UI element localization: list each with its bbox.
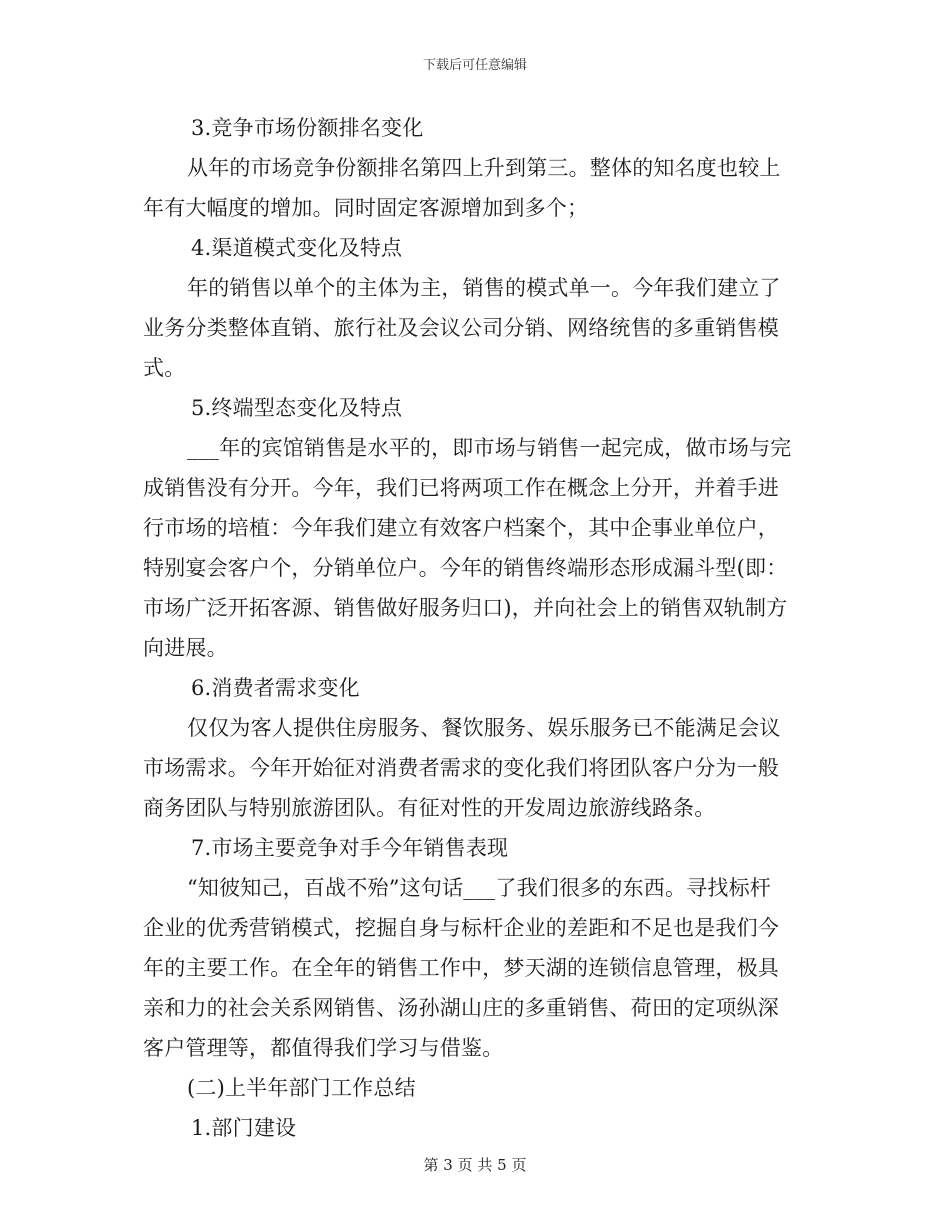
section-heading: 3.竞争市场份额排名变化	[191, 116, 424, 140]
paragraph-line: 业务分类整体直销、旅行社及会议公司分销、网络统售的多重销售模	[143, 316, 779, 340]
paragraph-line: 年的销售以单个的主体为主，销售的模式单一。今年我们建立了	[187, 276, 781, 300]
paragraph-line: 仅仅为客人提供住房服务、餐饮服务、娱乐服务已不能满足会议	[187, 716, 781, 740]
paragraph-line: 从年的市场竞争份额排名第四上升到第三。整体的知名度也较上	[187, 156, 781, 180]
paragraph-line: 向进展。	[143, 636, 228, 660]
section-heading: 7.市场主要竞争对手今年销售表现	[191, 836, 509, 860]
section-heading: 6.消费者需求变化	[191, 676, 360, 700]
page-header: 下载后可任意编辑	[422, 58, 527, 73]
paragraph-line: 年的主要工作。在全年的销售工作中，梦天湖的连锁信息管理，极具	[143, 956, 779, 980]
section-heading: 4.渠道模式变化及特点	[191, 236, 403, 260]
paragraph-line: 年有大幅度的增加。同时固定客源增加到多个；	[143, 196, 589, 220]
paragraph-line: 企业的优秀营销模式，挖掘自身与标杆企业的差距和不足也是我们今	[143, 916, 779, 940]
section-heading: 1.部门建设	[191, 1116, 297, 1140]
paragraph-line: 成销售没有分开。今年，我们已将两项工作在概念上分开，并着手进	[143, 476, 779, 500]
paragraph-line: 客户管理等，都值得我们学习与借鉴。	[143, 1036, 504, 1060]
page-footer: 第 3 页 共 5 页	[423, 1156, 527, 1174]
paragraph-line: ___年的宾馆销售是水平的，即市场与销售一起完成，做市场与完	[187, 436, 792, 460]
paragraph-line: 特别宴会客户个，分销单位户。今年的销售终端形态形成漏斗型(即：	[143, 556, 788, 580]
paragraph-line: (二)上半年部门工作总结	[187, 1076, 416, 1100]
document-body	[143, 108, 808, 1148]
paragraph-line: “知彼知己，百战不殆”这句话___了我们很多的东西。寻找标杆	[187, 876, 771, 900]
paragraph-line: 式。	[143, 356, 186, 380]
paragraph-line: 亲和力的社会关系网销售、汤孙湖山庄的多重销售、荷田的定项纵深	[143, 996, 779, 1020]
paragraph-line: 市场需求。今年开始征对消费者需求的变化我们将团队客户分为一般	[143, 756, 779, 780]
paragraph-line: 商务团队与特别旅游团队。有征对性的开发周边旅游线路条。	[143, 796, 716, 820]
paragraph-line: 市场广泛开拓客源、销售做好服务归口)，并向社会上的销售双轨制方	[143, 596, 788, 620]
paragraph-line: 行市场的培植：今年我们建立有效客户档案个，其中企事业单位户，	[143, 516, 779, 540]
section-heading: 5.终端型态变化及特点	[191, 396, 403, 420]
